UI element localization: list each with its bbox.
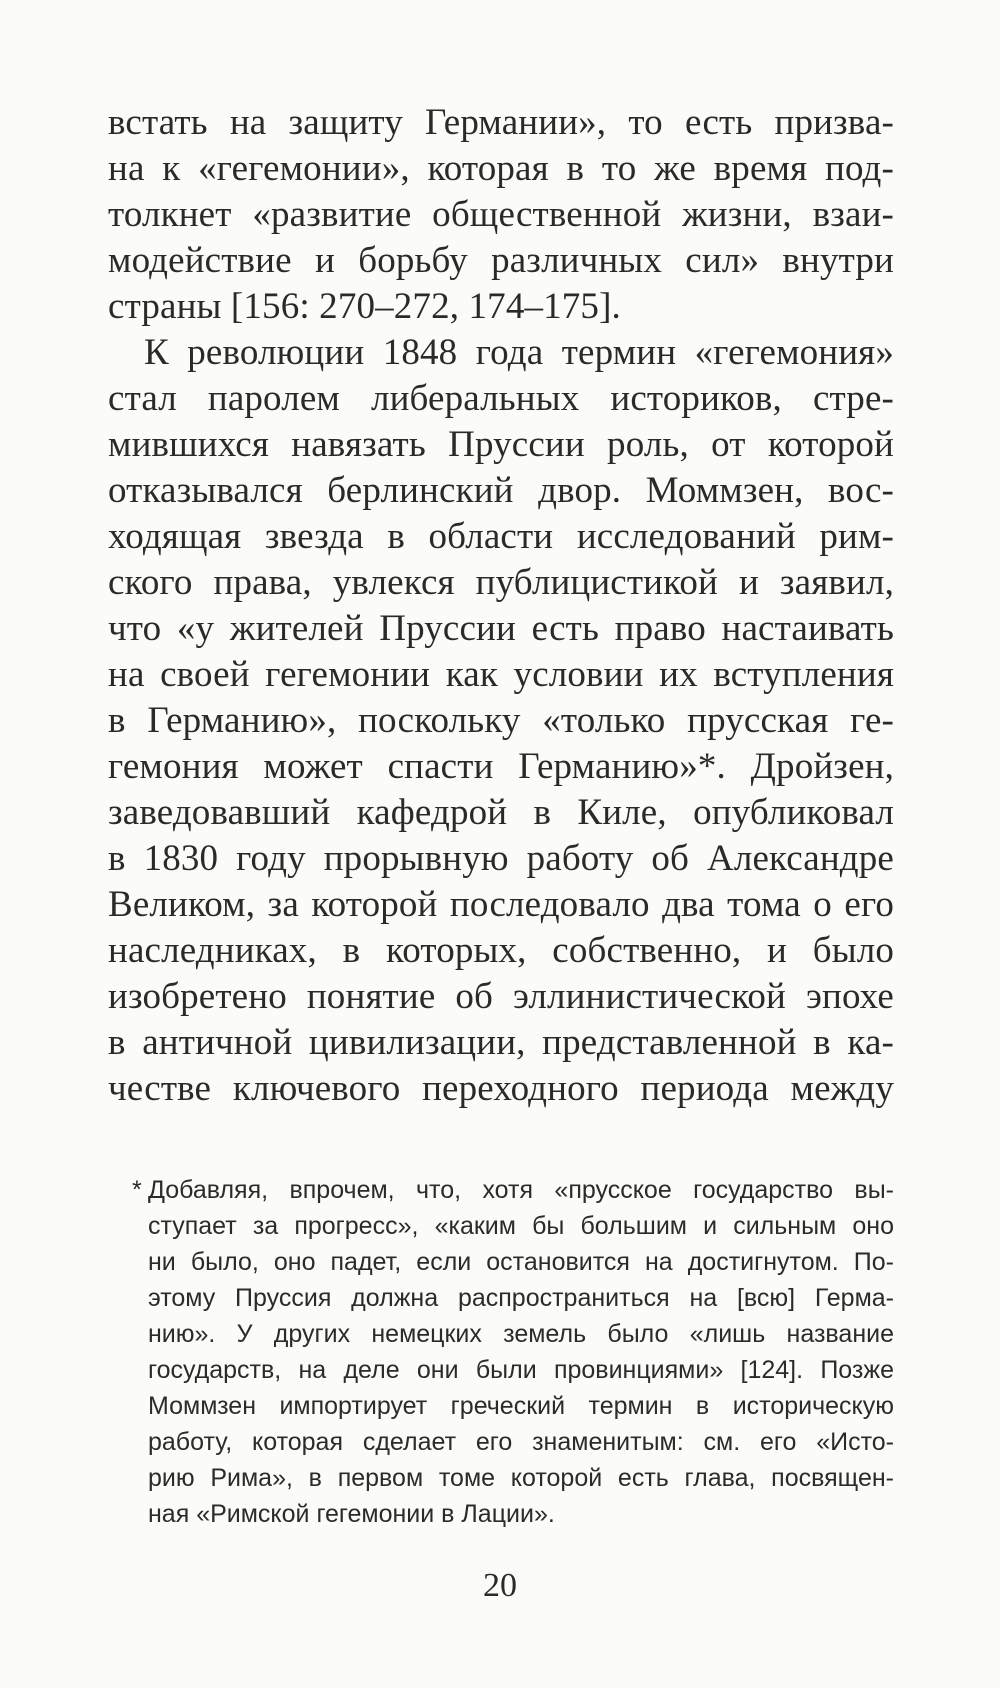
footnote-marker: *	[132, 1176, 142, 1204]
text-line: в античной цивилизации, представленной в ка-	[108, 1022, 894, 1063]
text-line: модействие и борьбу различных сил» внутри	[108, 240, 894, 281]
text-line: отказывался берлинский двор. Моммзен, вос-	[108, 470, 894, 511]
text-line: в 1830 году прорывную работу об Александре	[108, 838, 894, 879]
text-line: честве ключевого переходного периода между	[108, 1068, 894, 1109]
text-line: заведовавший кафедрой в Киле, опубликовал	[108, 792, 894, 833]
text-line: в Германию», поскольку «только прусская ге-	[108, 700, 894, 741]
footnote-line: государств, на деле они были провинциями» [124]. Позже	[148, 1356, 894, 1384]
footnote-line: ная «Римской гегемонии в Лации».	[148, 1500, 555, 1528]
text-line: мившихся навязать Пруссии роль, от которой	[108, 424, 894, 465]
footnote-line: Моммзен импортирует греческий термин в историческую	[148, 1392, 894, 1420]
text-line: на своей гегемонии как условии их вступления	[108, 654, 894, 695]
text-line: гемония может спасти Германию»*. Дройзен,	[108, 746, 894, 787]
footnote-line: этому Пруссия должна распространиться на [всю] Герма-	[148, 1284, 894, 1312]
footnote	[108, 1172, 894, 1532]
footnote-line: рию Рима», в первом томе которой есть глава, посвящен-	[148, 1464, 894, 1492]
text-line: что «у жителей Пруссии есть право настаивать	[108, 608, 894, 649]
text-line: толкнет «развитие общественной жизни, взаи-	[108, 194, 894, 235]
footnote-line: работу, которая сделает его знаменитым: см. его «Исто-	[148, 1428, 894, 1456]
text-line: наследниках, в которых, собственно, и было	[108, 930, 894, 971]
footnote-line: ни было, оно падет, если остановится на достигнутом. По-	[148, 1248, 894, 1276]
text-line: встать на защиту Германии», то есть призва-	[108, 102, 894, 143]
text-line: на к «гегемонии», которая в то же время под-	[108, 148, 894, 189]
footnote-line: нию». У других немецких земель было «лишь название	[148, 1320, 894, 1348]
footnote-line: ступает за прогресс», «каким бы большим и сильным оно	[148, 1212, 894, 1240]
text-line: ходящая звезда в области исследований рим-	[108, 516, 894, 557]
page-number: 20	[483, 1567, 517, 1604]
text-line: Великом, за которой последовало два тома о его	[108, 884, 894, 925]
footnote-line: Добавляя, впрочем, что, хотя «прусское государство вы-	[148, 1176, 894, 1204]
text-line: К революции 1848 года термин «гегемония»	[144, 332, 894, 373]
text-line: стал паролем либеральных историков, стре-	[108, 378, 894, 419]
text-line: ского права, увлекся публицистикой и заявил,	[108, 562, 894, 603]
text-line: страны [156: 270–272, 174–175].	[108, 286, 621, 327]
main-text	[108, 100, 894, 1112]
text-line: изобретено понятие об эллинистической эпохе	[108, 976, 894, 1017]
